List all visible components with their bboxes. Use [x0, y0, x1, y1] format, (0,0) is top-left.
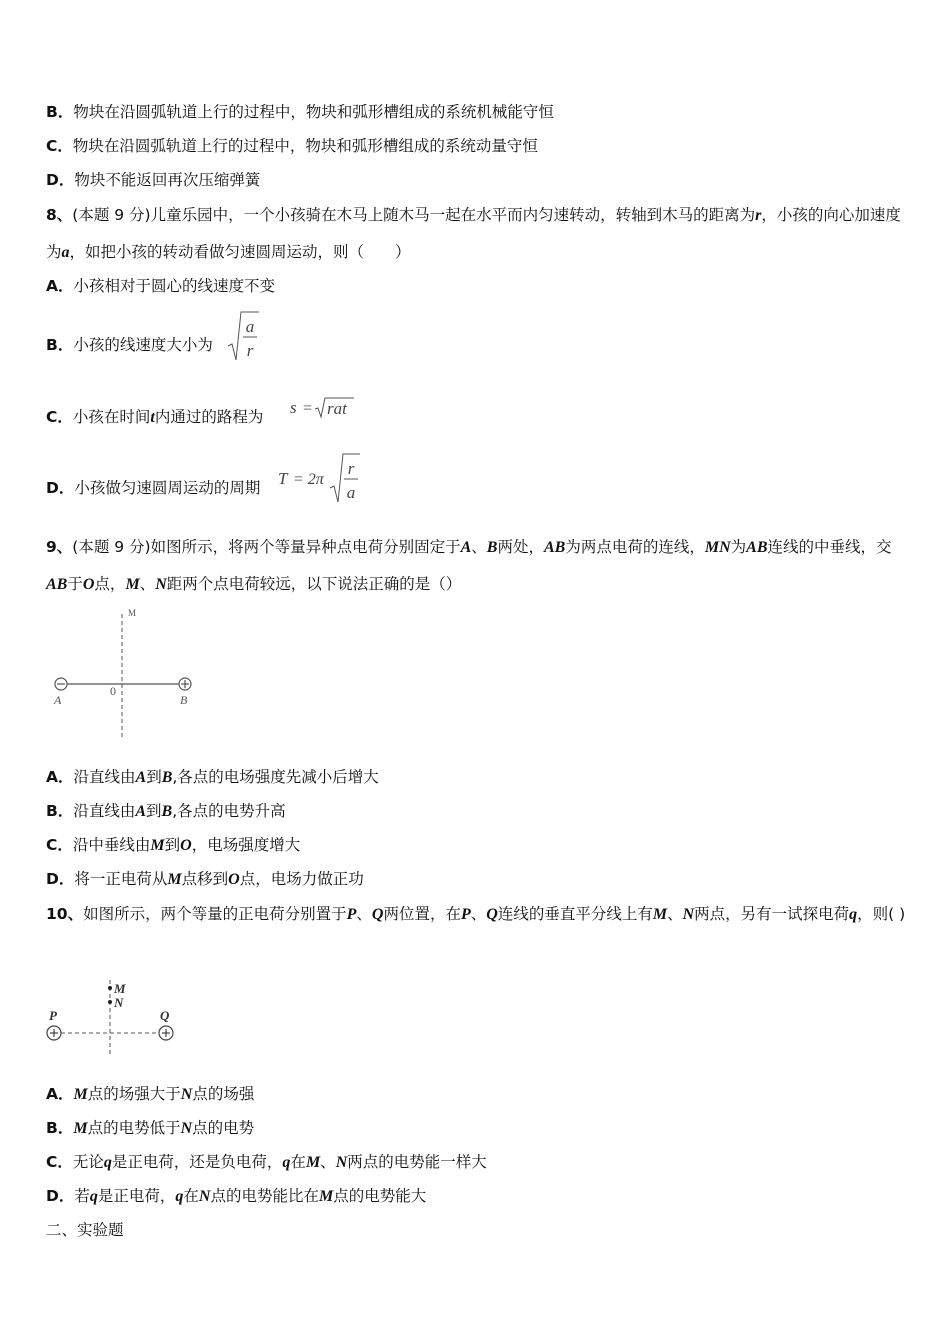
q10-point-n — [108, 1000, 112, 1004]
q10-option-a: A．M点的场强大于N点的场强 — [46, 1085, 255, 1103]
svg-text:M: M — [114, 981, 126, 996]
q9-option-a: A．沿直线由A到B,各点的电场强度先减小后增大 — [46, 768, 379, 786]
q10-stem: 10、如图所示，两个等量的正电荷分别置于P、Q两位置，在P、Q连线的垂直平分线上有M、N两点，另有一试探电荷q，则( ) — [46, 905, 906, 923]
q10-option-d: D．若q是正电荷，q在N点的电势能比在M点的电势能大 — [46, 1187, 427, 1205]
q9-label-o: 0 — [110, 684, 116, 698]
q9-figure — [46, 600, 206, 745]
q9-stem: 9、(本题 9 分)如图所示，将两个等量异种点电荷分别固定于A、B两处，AB为两点电荷的连线，MN为AB连线的中垂线，交AB于O点，M、N距两个点电荷较远，以下说法正确的是（） — [46, 538, 892, 593]
q7-option-b: B．物块在沿圆弧轨道上行的过程中，物块和弧形槽组成的系统机械能守恒 — [46, 103, 554, 121]
svg-text:Q: Q — [160, 1008, 170, 1023]
q9-label-m: M — [128, 608, 137, 618]
q10-figure — [42, 975, 182, 1060]
q7-option-c: C．物块在沿圆弧轨道上行的过程中，物块和弧形槽组成的系统动量守恒 — [46, 137, 538, 155]
q10-option-c: C．无论q是正电荷，还是负电荷，q在M、N两点的电势能一样大 — [46, 1153, 487, 1171]
q8-option-a: A．小孩相对于圆心的线速度不变 — [46, 277, 276, 295]
svg-text:a: a — [346, 483, 356, 502]
q9-option-d: D．将一正电荷从M点移到O点，电场力做正功 — [46, 870, 364, 888]
svg-text:a: a — [245, 317, 255, 336]
q9-option-c: C．沿中垂线由M到O，电场强度增大 — [46, 836, 301, 854]
q9-option-b: B．沿直线由A到B,各点的电势升高 — [46, 802, 286, 820]
svg-text:T: T — [278, 469, 288, 488]
q8-option-c: C．小孩在时间t内通过的路程为 — [46, 408, 264, 426]
q8-option-d: D．小孩做匀速圆周运动的周期 — [46, 479, 261, 497]
svg-text:r: r — [246, 341, 254, 360]
svg-text:N: N — [114, 995, 124, 1010]
svg-text:rat: rat — [327, 399, 347, 418]
q9-label-b: B — [180, 693, 188, 707]
q10-point-m — [108, 986, 112, 990]
svg-text:= 2π: = 2π — [293, 471, 324, 488]
section-heading-experiments: 二、实验题 — [46, 1221, 124, 1239]
q9-label-a: A — [54, 693, 62, 707]
q10-option-b: B．M点的电势低于N点的电势 — [46, 1119, 255, 1137]
q8-option-c-formula — [288, 395, 358, 423]
q8-stem: 8、(本题 9 分)儿童乐园中，一个小孩骑在木马上随木马一起在水平而内匀速转动，转轴到木马的距离为r，小孩的向心加速度为a，如把小孩的转动看做匀速圆周运动，则（ ） — [46, 206, 901, 261]
q8-option-d-formula — [276, 452, 362, 506]
q7-option-d: D．物块不能返回再次压缩弹簧 — [46, 171, 261, 189]
q8-option-b-formula — [226, 310, 260, 364]
svg-text:P: P — [49, 1008, 57, 1023]
svg-text:=: = — [303, 400, 313, 417]
svg-text:r: r — [347, 459, 355, 478]
q8-option-b: B．小孩的线速度大小为 — [46, 336, 213, 354]
svg-text:s: s — [290, 398, 297, 417]
